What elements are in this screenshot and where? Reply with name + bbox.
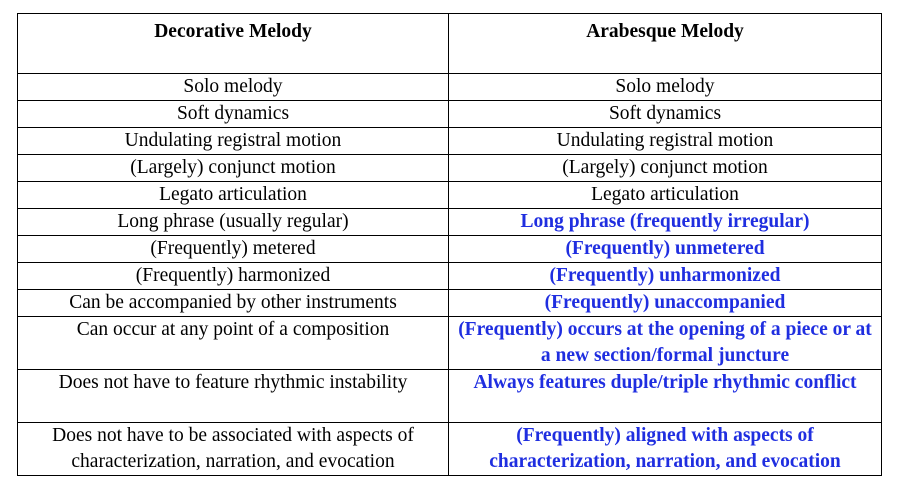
cell-decorative-melody: Undulating registral motion [18, 128, 449, 155]
comparison-table [17, 13, 882, 476]
table-row [18, 155, 882, 182]
table-row [18, 101, 882, 128]
cell-arabesque-melody: Undulating registral motion [449, 128, 882, 155]
cell-arabesque-melody: Long phrase (frequently irregular) [449, 209, 882, 236]
header-decorative-melody: Decorative Melody [18, 14, 449, 74]
cell-arabesque-melody: (Largely) conjunct motion [449, 155, 882, 182]
cell-decorative-melody: Does not have to feature rhythmic instability [18, 370, 449, 423]
table-body [18, 74, 882, 476]
cell-decorative-melody: Can be accompanied by other instruments [18, 290, 449, 317]
table-row [18, 209, 882, 236]
cell-decorative-melody: (Frequently) metered [18, 236, 449, 263]
cell-decorative-melody: Does not have to be associated with aspects of characterization, narration, and evocation [18, 423, 449, 476]
cell-decorative-melody: Can occur at any point of a composition [18, 317, 449, 370]
cell-decorative-melody: Soft dynamics [18, 101, 449, 128]
table-row [18, 182, 882, 209]
cell-decorative-melody: Legato articulation [18, 182, 449, 209]
cell-arabesque-melody: Always features duple/triple rhythmic conflict [449, 370, 882, 423]
cell-arabesque-melody: (Frequently) aligned with aspects of characterization, narration, and evocation [449, 423, 882, 476]
cell-decorative-melody: Solo melody [18, 74, 449, 101]
table-row [18, 128, 882, 155]
cell-decorative-melody: (Frequently) harmonized [18, 263, 449, 290]
cell-decorative-melody: Long phrase (usually regular) [18, 209, 449, 236]
cell-arabesque-melody: Legato articulation [449, 182, 882, 209]
cell-arabesque-melody: (Frequently) unaccompanied [449, 290, 882, 317]
table-row [18, 236, 882, 263]
table-row [18, 290, 882, 317]
table-row [18, 74, 882, 101]
cell-decorative-melody: (Largely) conjunct motion [18, 155, 449, 182]
table-row [18, 423, 882, 476]
cell-arabesque-melody: (Frequently) unmetered [449, 236, 882, 263]
table-row [18, 263, 882, 290]
table-row [18, 317, 882, 370]
cell-arabesque-melody: Solo melody [449, 74, 882, 101]
cell-arabesque-melody: Soft dynamics [449, 101, 882, 128]
header-row [18, 14, 882, 74]
table-row [18, 370, 882, 423]
header-arabesque-melody: Arabesque Melody [449, 14, 882, 74]
cell-arabesque-melody: (Frequently) occurs at the opening of a piece or at a new section/formal juncture [449, 317, 882, 370]
cell-arabesque-melody: (Frequently) unharmonized [449, 263, 882, 290]
